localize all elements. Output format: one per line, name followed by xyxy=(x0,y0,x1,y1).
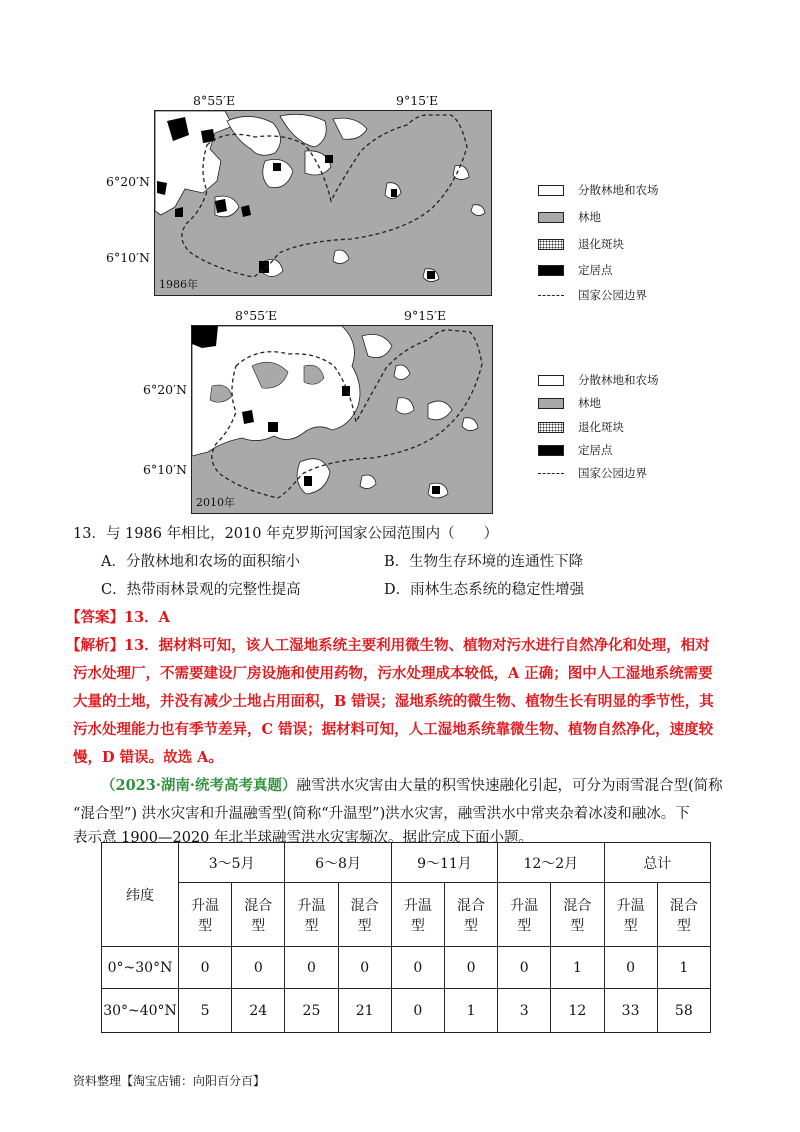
table-cell: 1 xyxy=(444,989,497,1033)
latitude-cell: 0°~30°N xyxy=(102,947,179,989)
table-cell: 21 xyxy=(338,989,391,1033)
map-2010 xyxy=(191,325,493,514)
analysis-line-2: 污水处理厂，不需要建设厂房设施和使用药物，污水处理成本较低，A 正确；图中人工湿地系统需要 xyxy=(73,665,713,682)
analysis-label: 【解析】 xyxy=(66,637,124,654)
settlement-swatch xyxy=(538,445,564,456)
legend-label: 国家公园边界 xyxy=(578,466,647,480)
intro-line-3: 表示意 1900—2020 年北半球融雪洪水灾害频次。据此完成下面小题。 xyxy=(73,830,534,846)
sub-header: 升温 型 xyxy=(391,883,444,947)
answer-line xyxy=(66,604,170,632)
legend-label: 定居点 xyxy=(578,443,613,457)
legend-label: 退化斑块 xyxy=(578,237,624,251)
table-row xyxy=(102,989,711,1033)
answer-text: 13．A xyxy=(124,609,170,626)
table-cell: 12 xyxy=(551,989,604,1033)
map2-year-label: 2010年 xyxy=(196,496,235,509)
table-cell: 24 xyxy=(232,989,285,1033)
forest-swatch xyxy=(538,212,564,223)
season-header-total: 总计 xyxy=(604,843,711,883)
analysis-text-1: 13．据材料可知，该人工湿地系统主要利用微生物、植物对污水进行自然净化和处理，相对 xyxy=(124,637,710,654)
map-2010-drawing xyxy=(192,326,493,514)
table-row xyxy=(102,947,711,989)
option-b: B．生物生存环境的连通性下降 xyxy=(384,554,584,570)
sub-header: 混合 型 xyxy=(232,883,285,947)
flood-frequency-table xyxy=(101,842,711,1033)
analysis-line-1 xyxy=(66,632,710,660)
table-cell: 0 xyxy=(391,947,444,989)
legend-label: 分散林地和农场 xyxy=(578,373,659,387)
map1-lat-bottom: 6°10′N xyxy=(106,250,150,265)
table-cell: 3 xyxy=(498,989,551,1033)
analysis-line-5: 慢，D 错误。故选 A。 xyxy=(73,749,223,766)
table-cell: 58 xyxy=(657,989,710,1033)
analysis-line-4: 污水处理能力也有季节差异，C 错误；据材料可知，人工湿地系统靠微生物、植物自然净化，速度较 xyxy=(73,721,714,738)
option-c: C．热带雨林景观的完整性提高 xyxy=(101,582,301,598)
table-cell: 33 xyxy=(604,989,657,1033)
season-header-1: 3～5月 xyxy=(179,843,285,883)
sub-header: 升温 型 xyxy=(285,883,338,947)
answer-label: 【答案】 xyxy=(66,609,124,626)
legend-label: 定居点 xyxy=(578,263,613,277)
map2-lat-top: 6°20′N xyxy=(143,382,187,397)
question-stem: 13．与 1986 年相比，2010 年克罗斯河国家公园范围内（ ） xyxy=(73,526,499,542)
intro-text-1: 融雪洪水灾害由大量的积雪快速融化引起，可分为雨雪混合型(简称 xyxy=(296,778,723,794)
table-cell: 0 xyxy=(338,947,391,989)
legend1-item-degraded xyxy=(538,236,624,252)
scattered-swatch xyxy=(538,375,564,386)
table-cell: 0 xyxy=(391,989,444,1033)
sub-header: 升温 型 xyxy=(604,883,657,947)
table-cell: 25 xyxy=(285,989,338,1033)
legend2-item-boundary xyxy=(538,465,647,481)
degraded-swatch xyxy=(538,422,564,433)
legend-label: 林地 xyxy=(578,396,601,410)
legend-label: 分散林地和农场 xyxy=(578,183,659,197)
legend-label: 退化斑块 xyxy=(578,420,624,434)
map2-lon-left: 8°55′E xyxy=(235,308,278,323)
table-cell: 1 xyxy=(551,947,604,989)
map1-year-label: 1986年 xyxy=(159,278,198,291)
legend2-item-degraded xyxy=(538,419,624,435)
season-header-4: 12～2月 xyxy=(498,843,604,883)
legend1-item-settlement xyxy=(538,262,613,278)
option-a: A．分散林地和农场的面积缩小 xyxy=(101,554,300,570)
option-d: D．雨林生态系统的稳定性增强 xyxy=(384,582,585,598)
scattered-swatch xyxy=(538,185,564,196)
table-cell: 0 xyxy=(285,947,338,989)
map2-lon-right: 9°15′E xyxy=(404,308,447,323)
table-cell: 0 xyxy=(232,947,285,989)
sub-header: 混合 型 xyxy=(551,883,604,947)
table-cell: 0 xyxy=(498,947,551,989)
legend1-item-boundary xyxy=(538,287,647,303)
legend2-item-scattered xyxy=(538,372,659,388)
intro-line-2: “混合型”) 洪水灾害和升温融雪型(简称“升温型”)洪水灾害，融雪洪水中常夹杂着冰凌和融冰。下 xyxy=(73,806,690,822)
sub-header: 升温 型 xyxy=(498,883,551,947)
boundary-swatch xyxy=(538,295,564,296)
map1-lon-right: 9°15′E xyxy=(396,93,439,108)
table-cell: 0 xyxy=(179,947,232,989)
table-cell: 5 xyxy=(179,989,232,1033)
map2-lat-bottom: 6°10′N xyxy=(143,462,187,477)
map2-legend xyxy=(538,372,718,482)
legend-label: 国家公园边界 xyxy=(578,288,647,302)
analysis-line-3: 大量的土地，并没有减少土地占用面积，B 错误；湿地系统的微生物、植物生长有明显的季节性，其 xyxy=(73,693,714,710)
sub-header: 升温 型 xyxy=(179,883,232,947)
legend2-item-settlement xyxy=(538,442,613,458)
season-header-2: 6～8月 xyxy=(285,843,391,883)
intro-line-1 xyxy=(101,772,723,800)
forest-swatch xyxy=(538,398,564,409)
intro-source: （2023·湖南·统考高考真题） xyxy=(101,777,297,794)
sub-header: 混合 型 xyxy=(444,883,497,947)
map1-lat-top: 6°20′N xyxy=(106,174,150,189)
map1-legend xyxy=(538,182,718,304)
table-corner: 纬度 xyxy=(102,843,179,947)
legend-label: 林地 xyxy=(578,210,601,224)
sub-header: 混合 型 xyxy=(657,883,710,947)
footer-source: 资料整理【淘宝店铺：向阳百分百】 xyxy=(73,1074,266,1088)
legend1-item-forest xyxy=(538,209,601,225)
season-header-3: 9～11月 xyxy=(391,843,497,883)
table-cell: 1 xyxy=(657,947,710,989)
degraded-swatch xyxy=(538,239,564,250)
legend2-item-forest xyxy=(538,395,601,411)
legend1-item-scattered xyxy=(538,182,659,198)
sub-header: 混合 型 xyxy=(338,883,391,947)
table-cell: 0 xyxy=(444,947,497,989)
latitude-cell: 30°~40°N xyxy=(102,989,179,1033)
map1-lon-left: 8°55′E xyxy=(193,93,236,108)
settlement-swatch xyxy=(538,265,564,276)
table-cell: 0 xyxy=(604,947,657,989)
map-1986 xyxy=(154,110,492,296)
boundary-swatch xyxy=(538,473,564,474)
map-1986-drawing xyxy=(155,111,492,296)
subheader-row xyxy=(102,883,711,947)
